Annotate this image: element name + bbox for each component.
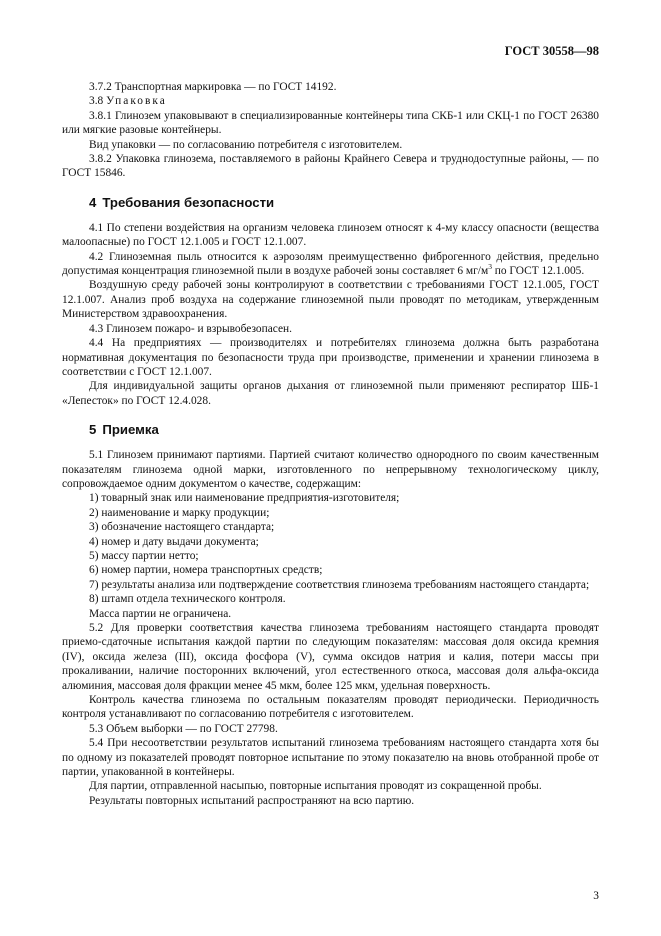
section-4-number: 4: [89, 194, 97, 210]
list-item: 2) наименование и марку продукции;: [89, 506, 270, 519]
clause-3-8-2: 3.8.2 Упаковка глинозема, поставляемого в районы Крайнего Севера и труднодоступные районы, — по ГОСТ 15846.: [62, 153, 599, 180]
section-5-heading: [89, 422, 599, 438]
clause-5-4-results: Результаты повторных испытаний распространяют на всю партию.: [89, 794, 415, 807]
section-5-number: 5: [89, 422, 97, 438]
clause-5-4: 5.4 При несоответствии результатов испытаний глинозема требованиям настоящего стандарта хотя бы по одному из показателей проводят повторное испытание по этому показателю на вновь отобранной пробе от партии, упакованной в контейнеры.: [62, 737, 599, 779]
clause-4-3: 4.3 Глинозем пожаро- и взрывобезопасен.: [89, 322, 292, 335]
section-4-heading: [89, 195, 599, 211]
clause-3-8-title: Упаковка: [106, 95, 167, 108]
clause-4-2-superscript: 3: [488, 262, 492, 272]
clause-4-1: 4.1 По степени воздействия на организм человека глинозем относят к 4-му классу опасности (вещества малоопасные) по ГОСТ 12.1.005 и ГОСТ 12.1.007.: [62, 221, 599, 249]
list-item: 5) массу партии нетто;: [89, 549, 199, 562]
clause-3-8-1: 3.8.1 Глинозем упаковывают в специализированные контейнеры типа СКБ-1 или СКЦ-1 по ГОСТ 26380 или мягкие разовые контейнеры.: [62, 109, 599, 137]
clause-4-2-air-control: Воздушную среду рабочей зоны контролируют в соответствии с требованиями ГОСТ 12.1.005, ГОСТ 12.1.007. Анализ проб воздуха на содержание глиноземной пыли проводят по методикам, утвержденным Министерством здравоохранения.: [62, 279, 599, 321]
clause-3-8-1-packaging-type: Вид упаковки — по согласованию потребителя с изготовителем.: [89, 138, 403, 151]
section-4-title: Требования безопасности: [102, 194, 275, 210]
clause-3-8-heading: [62, 94, 599, 108]
clause-5-1-batch-mass: Масса партии не ограничена.: [89, 607, 232, 620]
clause-3-7-2: 3.7.2 Транспортная маркировка — по ГОСТ 14192.: [89, 81, 337, 93]
clause-4-4-respirator: Для индивидуальной защиты органов дыхания от глиноземной пыли применяют респиратор ШБ-1 «Лепесток» по ГОСТ 12.4.028.: [62, 380, 599, 407]
page-content: [62, 80, 599, 808]
list-item: 8) штамп отдела технического контроля.: [89, 593, 286, 606]
clause-5-2-periodic-control: Контроль качества глинозема по остальным показателям проводят периодически. Периодичность контроля устанавливают по согласованию потребителя с изготовителем.: [62, 694, 599, 721]
clause-5-3: 5.3 Объем выборки — по ГОСТ 27798.: [89, 722, 278, 735]
clause-4-2-tail: по ГОСТ 12.1.005.: [491, 265, 585, 278]
clause-5-4-bulk: Для партии, отправленной насыпью, повторные испытания проводят из сокращенной пробы.: [89, 780, 542, 793]
list-item: 3) обозначение настоящего стандарта;: [89, 521, 275, 534]
list-item: 7) результаты анализа или подтверждение соответствия глинозема требованиям настоящего стандарта;: [89, 578, 590, 591]
section-5-title: Приемка: [102, 422, 159, 438]
list-item: 6) номер партии, номера транспортных средств;: [89, 564, 323, 577]
clause-3-8-number: 3.8: [89, 95, 104, 108]
page-number: 3: [593, 890, 599, 902]
clause-5-2: 5.2 Для проверки соответствия качества глинозема требованиям настоящего стандарта проводят приемо-сдаточные испытания каждой партии по следующим показателям: массовая доля оксида кремния (IV), оксида железа (III), оксида фосфора (V), сумма оксидов натрия и калия, потери массы при прокаливании, наличие посторонних включений, угол естественного откоса, массовая доля альфа-оксида алюминия, массовая доля фракции менее 45 мкм, более 125 мкм, удельная поверхность.: [62, 622, 599, 692]
clause-4-2-text: 4.2 Глиноземная пыль относится к аэрозолям преимущественно фиброгенного действия, предельно допустимая концентрация глиноземной пыли в воздухе рабочей зоны составляет 6 мг/м: [62, 250, 599, 278]
list-item: 4) номер и дату выдачи документа;: [89, 535, 259, 548]
clause-5-1: 5.1 Глинозем принимают партиями. Партией считают количество однородного по своим качественным показателям глинозема одной марки, изготовленного по непрерывному технологическому циклу, сопровождаемое одним документом о качестве, содержащим:: [62, 449, 599, 490]
clause-4-2: [62, 250, 599, 279]
clause-4-4: 4.4 На предприятиях — производителях и потребителях глинозема должна быть разработана нормативная документация по безопасности труда при производстве, применении и хранении глинозема в соответствии с ГОСТ 12.1.007.: [62, 337, 599, 378]
document-code-header: ГОСТ 30558—98: [504, 44, 599, 58]
list-item: 1) товарный знак или наименование предприятия-изготовителя;: [89, 492, 400, 505]
